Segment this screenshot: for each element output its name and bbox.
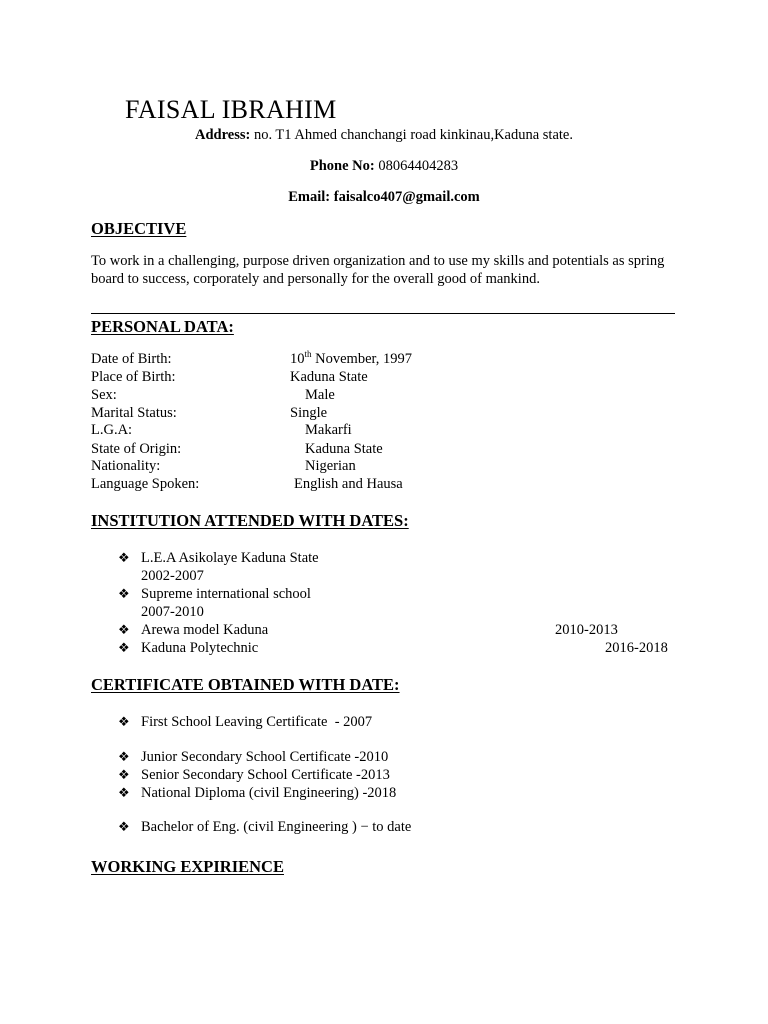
personal-row-origin [91, 440, 691, 458]
address-label: Address: [194, 127, 251, 143]
address-value: no. T1 Ahmed chanchangi road kinkinau,Kaduna state. [250, 127, 573, 143]
phone-label: Phone No: [309, 158, 375, 174]
certificate-text: National Diploma (civil Engineering) -2018 [141, 785, 397, 801]
personal-label: L.G.A: [91, 422, 133, 438]
personal-label: Marital Status: [91, 405, 177, 421]
certificate-item [118, 748, 678, 766]
objective-text: To work in a challenging, purpose driven organization and to use my skills and potentials as spring board to success, corporately and personally for the overall good of mankind. [91, 253, 665, 287]
certificate-item [118, 784, 678, 802]
email-label: Email: [288, 189, 331, 205]
personal-row-marital [91, 404, 691, 422]
address-line [0, 126, 768, 144]
personal-label: Language Spoken: [91, 476, 200, 492]
personal-value: Single [290, 405, 328, 421]
diamond-bullet-icon: ❖ [118, 785, 130, 800]
institution-name: Kaduna Polytechnic [141, 640, 259, 656]
certificate-item [118, 818, 678, 836]
certificate-text: Bachelor of Eng. (civil Engineering ) − to date [141, 819, 412, 835]
applicant-name: FAISAL IBRAHIM [125, 95, 337, 124]
institution-item [118, 585, 678, 603]
personal-value: Male [305, 387, 335, 403]
personal-value: Nigerian [305, 458, 356, 474]
personal-row-language [91, 475, 691, 493]
diamond-bullet-icon: ❖ [118, 586, 130, 601]
section-divider [91, 313, 675, 314]
institution-dates: 2016-2018 [605, 640, 668, 656]
phone-line [0, 157, 768, 175]
institution-item [118, 639, 678, 657]
diamond-bullet-icon: ❖ [118, 714, 130, 729]
certificate-item [118, 766, 678, 784]
personal-label: Place of Birth: [91, 369, 176, 385]
certificate-item [118, 713, 678, 731]
institution-name: L.E.A Asikolaye Kaduna State [141, 550, 319, 566]
diamond-bullet-icon: ❖ [118, 767, 130, 782]
institution-name: Arewa model Kaduna [141, 622, 269, 638]
diamond-bullet-icon: ❖ [118, 819, 130, 834]
personal-value: Kaduna State [305, 441, 383, 457]
institution-dates: 2010-2013 [555, 622, 618, 638]
experience-heading: WORKING EXPIRIENCE [91, 857, 284, 876]
phone-value: 08064404283 [374, 158, 459, 174]
personal-value: Kaduna State [290, 369, 368, 385]
certificate-text: Senior Secondary School Certificate -2013 [141, 767, 390, 783]
institution-item [118, 621, 678, 639]
personal-row-lga [91, 421, 691, 439]
institutions-heading: INSTITUTION ATTENDED WITH DATES: [91, 511, 409, 530]
personal-value: English and Hausa [294, 476, 403, 492]
diamond-bullet-icon: ❖ [118, 550, 130, 565]
objective-heading: OBJECTIVE [91, 219, 187, 238]
institution-item [118, 549, 678, 567]
certificate-text: Junior Secondary School Certificate -2010 [141, 749, 389, 765]
institution-name: Supreme international school [141, 586, 311, 602]
personal-label: Nationality: [91, 458, 161, 474]
personal-label: Date of Birth: [91, 351, 172, 367]
personal-row-sex [91, 386, 691, 404]
personal-label: Sex: [91, 387, 117, 403]
personal-row-dob [91, 350, 691, 368]
certificates-heading: CERTIFICATE OBTAINED WITH DATE: [91, 675, 400, 694]
institution-dates: 2007-2010 [141, 604, 204, 620]
personal-row-nationality [91, 457, 691, 475]
institution-dates: 2002-2007 [141, 568, 204, 584]
email-line [0, 188, 768, 206]
personal-label: State of Origin: [91, 441, 182, 457]
email-value: faisalco407@gmail.com [330, 189, 480, 205]
diamond-bullet-icon: ❖ [118, 749, 130, 764]
diamond-bullet-icon: ❖ [118, 640, 130, 655]
personal-data-heading: PERSONAL DATA: [91, 317, 234, 336]
personal-value: Makarfi [305, 422, 352, 438]
personal-row-pob [91, 368, 691, 386]
diamond-bullet-icon: ❖ [118, 622, 130, 637]
personal-value: 10th November, 1997 [290, 349, 413, 367]
certificate-text: First School Leaving Certificate - 2007 [141, 714, 373, 730]
